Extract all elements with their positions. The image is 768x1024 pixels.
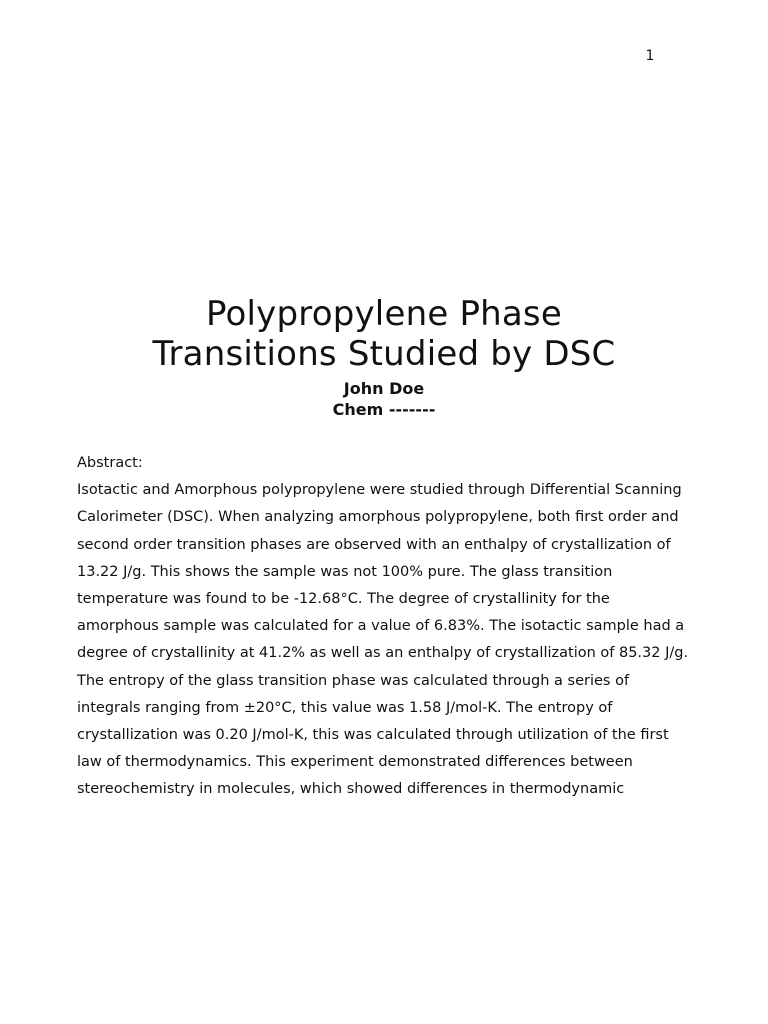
abstract-line: degree of crystallinity at 41.2% as well as an enthalpy of crystallization of 85.32 J/g. bbox=[77, 645, 689, 662]
abstract-line: Isotactic and Amorphous polypropylene were studied through Differential Scanning bbox=[77, 482, 682, 499]
page-number: 1 bbox=[645, 48, 655, 64]
abstract-line: law of thermodynamics. This experiment demonstrated differences between bbox=[77, 754, 633, 771]
abstract-line: crystallization was 0.20 J/mol-K, this was calculated through utilization of the first bbox=[77, 727, 669, 744]
abstract-line: 13.22 J/g. This shows the sample was not 100% pure. The glass transition bbox=[77, 563, 613, 580]
course-label: Chem ------- bbox=[332, 400, 436, 419]
abstract-line: temperature was found to be -12.68°C. The degree of crystallinity for the bbox=[77, 591, 610, 608]
title-block bbox=[0, 294, 768, 420]
abstract-line: stereochemistry in molecules, which showed differences in thermodynamic bbox=[77, 781, 625, 798]
paper-title-line-2: Transitions Studied by DSC bbox=[152, 334, 616, 374]
author-name: John Doe bbox=[343, 379, 425, 398]
abstract-line: second order transition phases are observed with an enthalpy of crystallization of bbox=[77, 536, 671, 553]
abstract-section bbox=[77, 450, 717, 804]
abstract-line: Calorimeter (DSC). When analyzing amorphous polypropylene, both first order and bbox=[77, 509, 679, 526]
abstract-line: amorphous sample was calculated for a value of 6.83%. The isotactic sample had a bbox=[77, 618, 685, 635]
paper-title-line-1: Polypropylene Phase bbox=[206, 294, 562, 334]
abstract-line: integrals ranging from ±20°C, this value was 1.58 J/mol-K. The entropy of bbox=[77, 699, 613, 716]
abstract-heading: Abstract: bbox=[77, 455, 143, 471]
abstract-line: The entropy of the glass transition phase was calculated through a series of bbox=[77, 672, 630, 689]
